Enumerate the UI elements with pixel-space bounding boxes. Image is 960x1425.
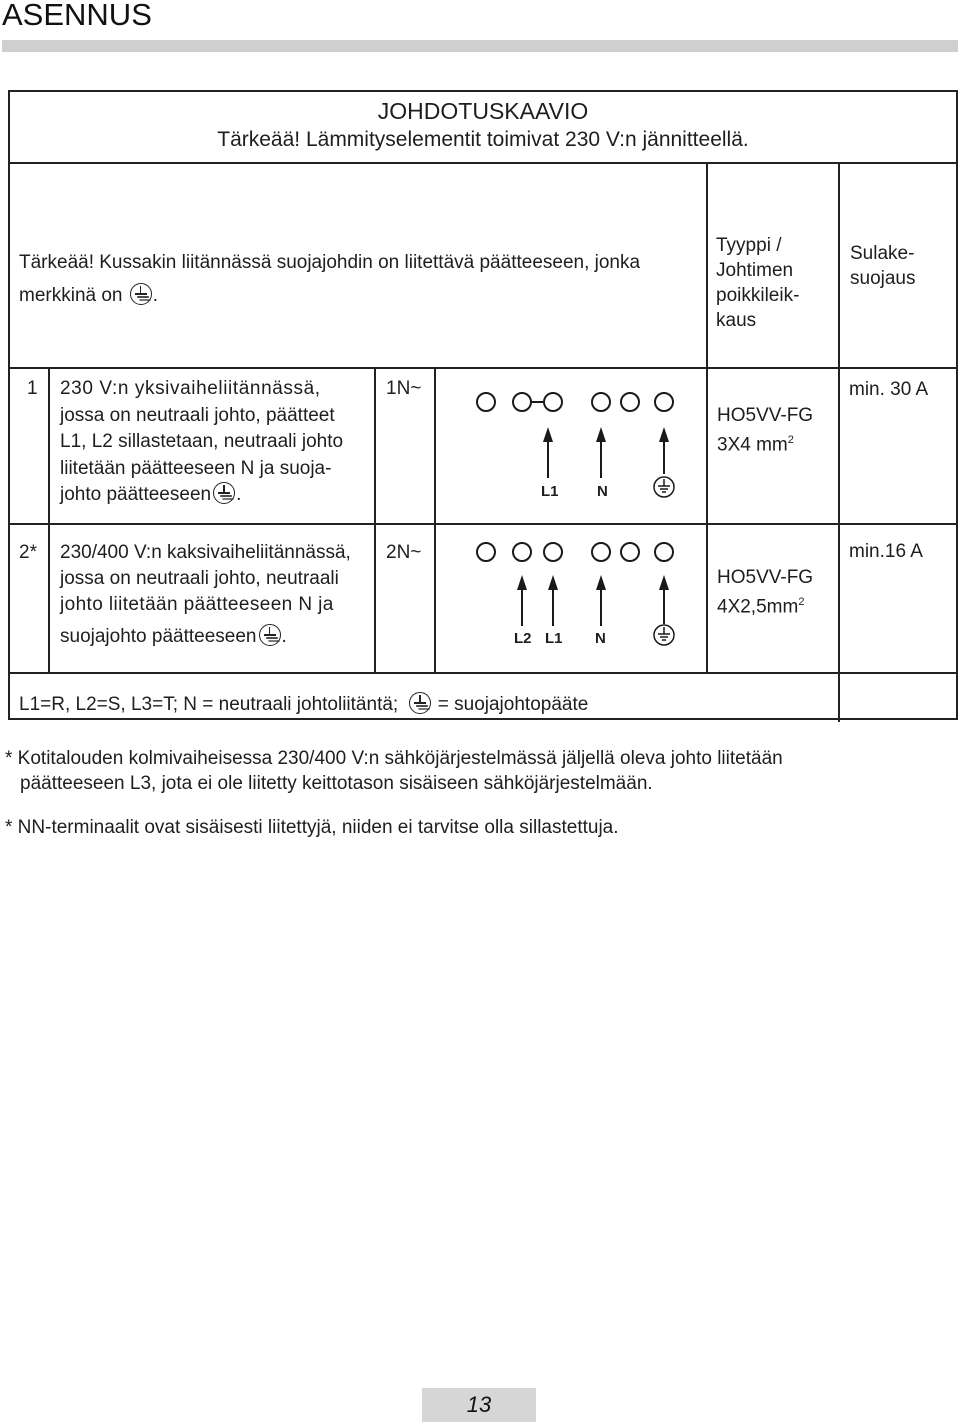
terminal-label: L1 xyxy=(545,630,563,647)
legend-text: L1=R, L2=S, L3=T; N = neutraali johtoliitäntä; = suojajohtopääte xyxy=(19,694,589,715)
terminal-label: N xyxy=(597,483,608,500)
intro-text: Tärkeää! Kussakin liitännässä suojajohdin on liitettävä päätteeseen, jonka xyxy=(19,252,641,273)
ground-icon xyxy=(259,624,281,646)
cable-spec: HO5VV-FG 3X4 $mm^2$ xyxy=(717,405,814,456)
table-title: JOHDOTUSKAAVIO xyxy=(377,98,589,124)
table-subtitle: Tärkeää! Lämmityselementit toimivat 230 V:n jännitteellä. xyxy=(217,128,749,151)
fuse-value: min. 30 A xyxy=(849,379,929,400)
ground-icon xyxy=(213,482,235,504)
terminal-diagram-1 xyxy=(434,380,704,502)
row-number: 1 xyxy=(27,378,38,399)
terminal-label: L2 xyxy=(514,630,532,647)
table-divider xyxy=(374,367,376,672)
terminal-diagram-2 xyxy=(434,540,704,652)
row-number: 2* xyxy=(19,542,37,563)
terminal-label: N xyxy=(595,630,606,647)
page-title: ASENNUS xyxy=(2,0,152,32)
row-description: 230/400 V:n kaksivaiheliitännässä, jossa on neutraali johto, neutraali johto liitetään päätteeseen N ja suojajohto päätteeseen . xyxy=(60,542,351,647)
table-divider xyxy=(838,162,840,722)
intro-text: merkkinä on . xyxy=(19,285,159,306)
page-number: 13 xyxy=(466,1392,492,1417)
table-divider xyxy=(706,162,708,672)
cable-spec: HO5VV-FG $4X2,5mm^2$ xyxy=(717,567,814,618)
table-divider xyxy=(10,672,956,674)
ground-icon xyxy=(130,283,152,305)
table-divider xyxy=(48,367,50,672)
col-type-header: Tyyppi / Johtimen poikkileik- kaus xyxy=(716,235,800,331)
col-fuse-header: Sulake- suojaus xyxy=(850,243,916,289)
table-divider xyxy=(10,162,956,164)
phase-label: 1N~ xyxy=(386,378,422,399)
row-description: 230 V:n yksivaiheliitännässä, jossa on neutraali johto, päätteet L1, L2 sillastetaan, neutraali johto liitetään päätteeseen N ja suoja- johto päätteeseen . xyxy=(60,378,344,505)
footnote: * Kotitalouden kolmivaiheisessa 230/400 V:n sähköjärjestelmässä jäljellä oleva johto liitetään päätteeseen L3, jota ei ole liitetty keittotason sisäiseen sähköjärjestelmään. xyxy=(5,748,783,794)
header-rule xyxy=(2,40,958,52)
footnote: * NN-terminaalit ovat sisäisesti liitettyjä, niiden ei tarvitse olla sillastettuja. xyxy=(5,817,619,838)
table-divider xyxy=(10,367,956,369)
fuse-value: min.16 A xyxy=(849,541,923,562)
terminal-label: L1 xyxy=(541,483,559,500)
ground-icon xyxy=(409,692,431,714)
phase-label: 2N~ xyxy=(386,542,422,563)
table-divider xyxy=(10,523,956,525)
